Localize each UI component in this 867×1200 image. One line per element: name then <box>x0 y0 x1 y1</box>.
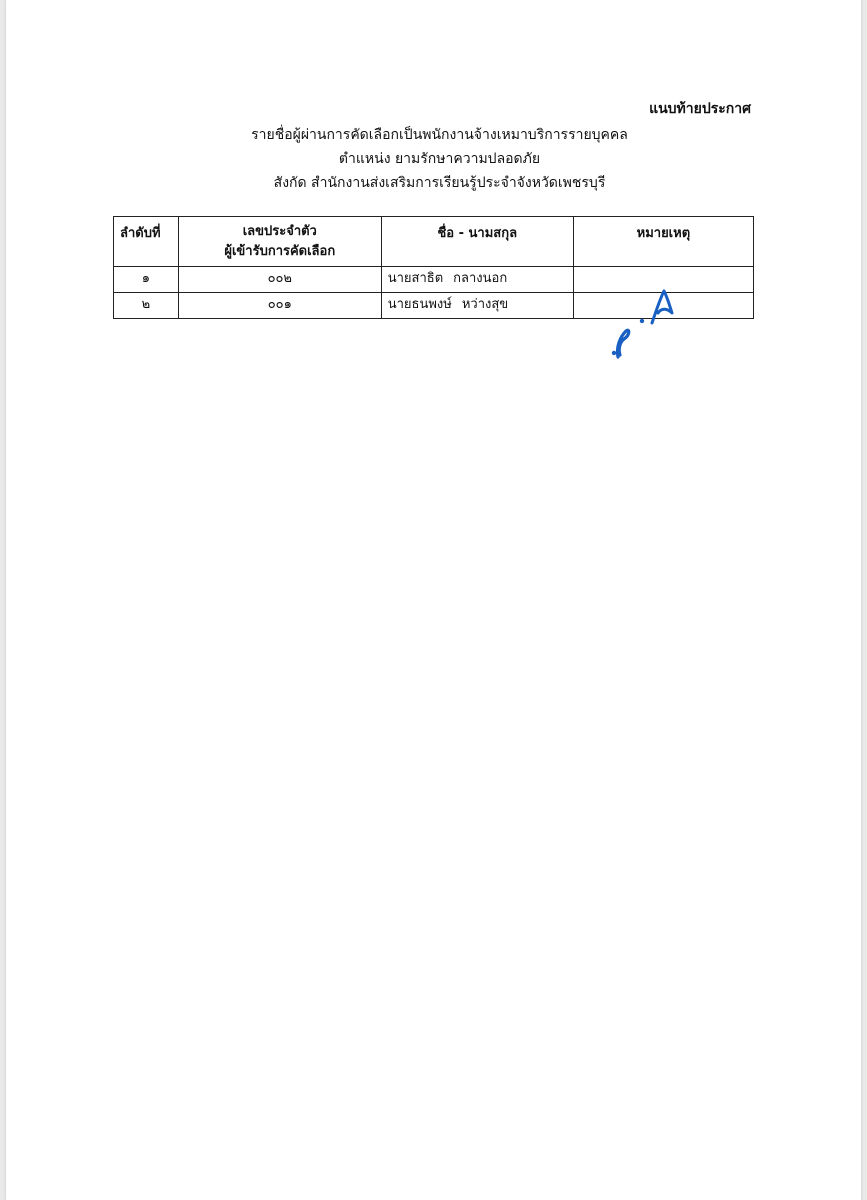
row-candidate-id: ๐๐๒ <box>178 267 381 293</box>
header-note-label: หมายเหตุ <box>636 226 691 241</box>
heading-affiliation: สังกัด สำนักงานส่งเสริมการเรียนรู้ประจำจังหวัดเพชรบุรี <box>273 175 606 191</box>
header-id-line2: ผู้เข้ารับการคัดเลือก <box>224 244 336 259</box>
row-order: ๑ <box>114 267 179 293</box>
header-name <box>381 217 573 267</box>
row-order: ๒ <box>114 293 179 319</box>
header-order <box>114 217 179 267</box>
annex-label: แนบท้ายประกาศ <box>649 101 751 117</box>
heading-title: รายชื่อผู้ผ่านการคัดเลือกเป็นพนักงานจ้างเหมาบริการรายบุคคล <box>251 127 628 143</box>
header-order-label: ลำดับที่ <box>120 226 161 241</box>
header-id-line1: เลขประจำตัว <box>242 224 317 239</box>
row-full-name <box>381 293 573 319</box>
document-page <box>6 0 861 1200</box>
row-last-name: กลางนอก <box>453 271 508 286</box>
row-first-name: นายสาธิต <box>387 271 444 286</box>
handwritten-signature <box>606 285 686 365</box>
row-last-name: หว่างสุข <box>461 297 509 312</box>
table-header-row <box>114 217 754 267</box>
header-note <box>573 217 753 267</box>
heading-position: ตำแหน่ง ยามรักษาความปลอดภัย <box>338 151 541 167</box>
row-full-name <box>381 267 573 293</box>
header-candidate-id <box>178 217 381 267</box>
header-name-label: ชื่อ - นามสกุล <box>437 226 518 241</box>
row-candidate-id: ๐๐๑ <box>178 293 381 319</box>
row-first-name: นายธนพงษ์ <box>387 297 452 312</box>
